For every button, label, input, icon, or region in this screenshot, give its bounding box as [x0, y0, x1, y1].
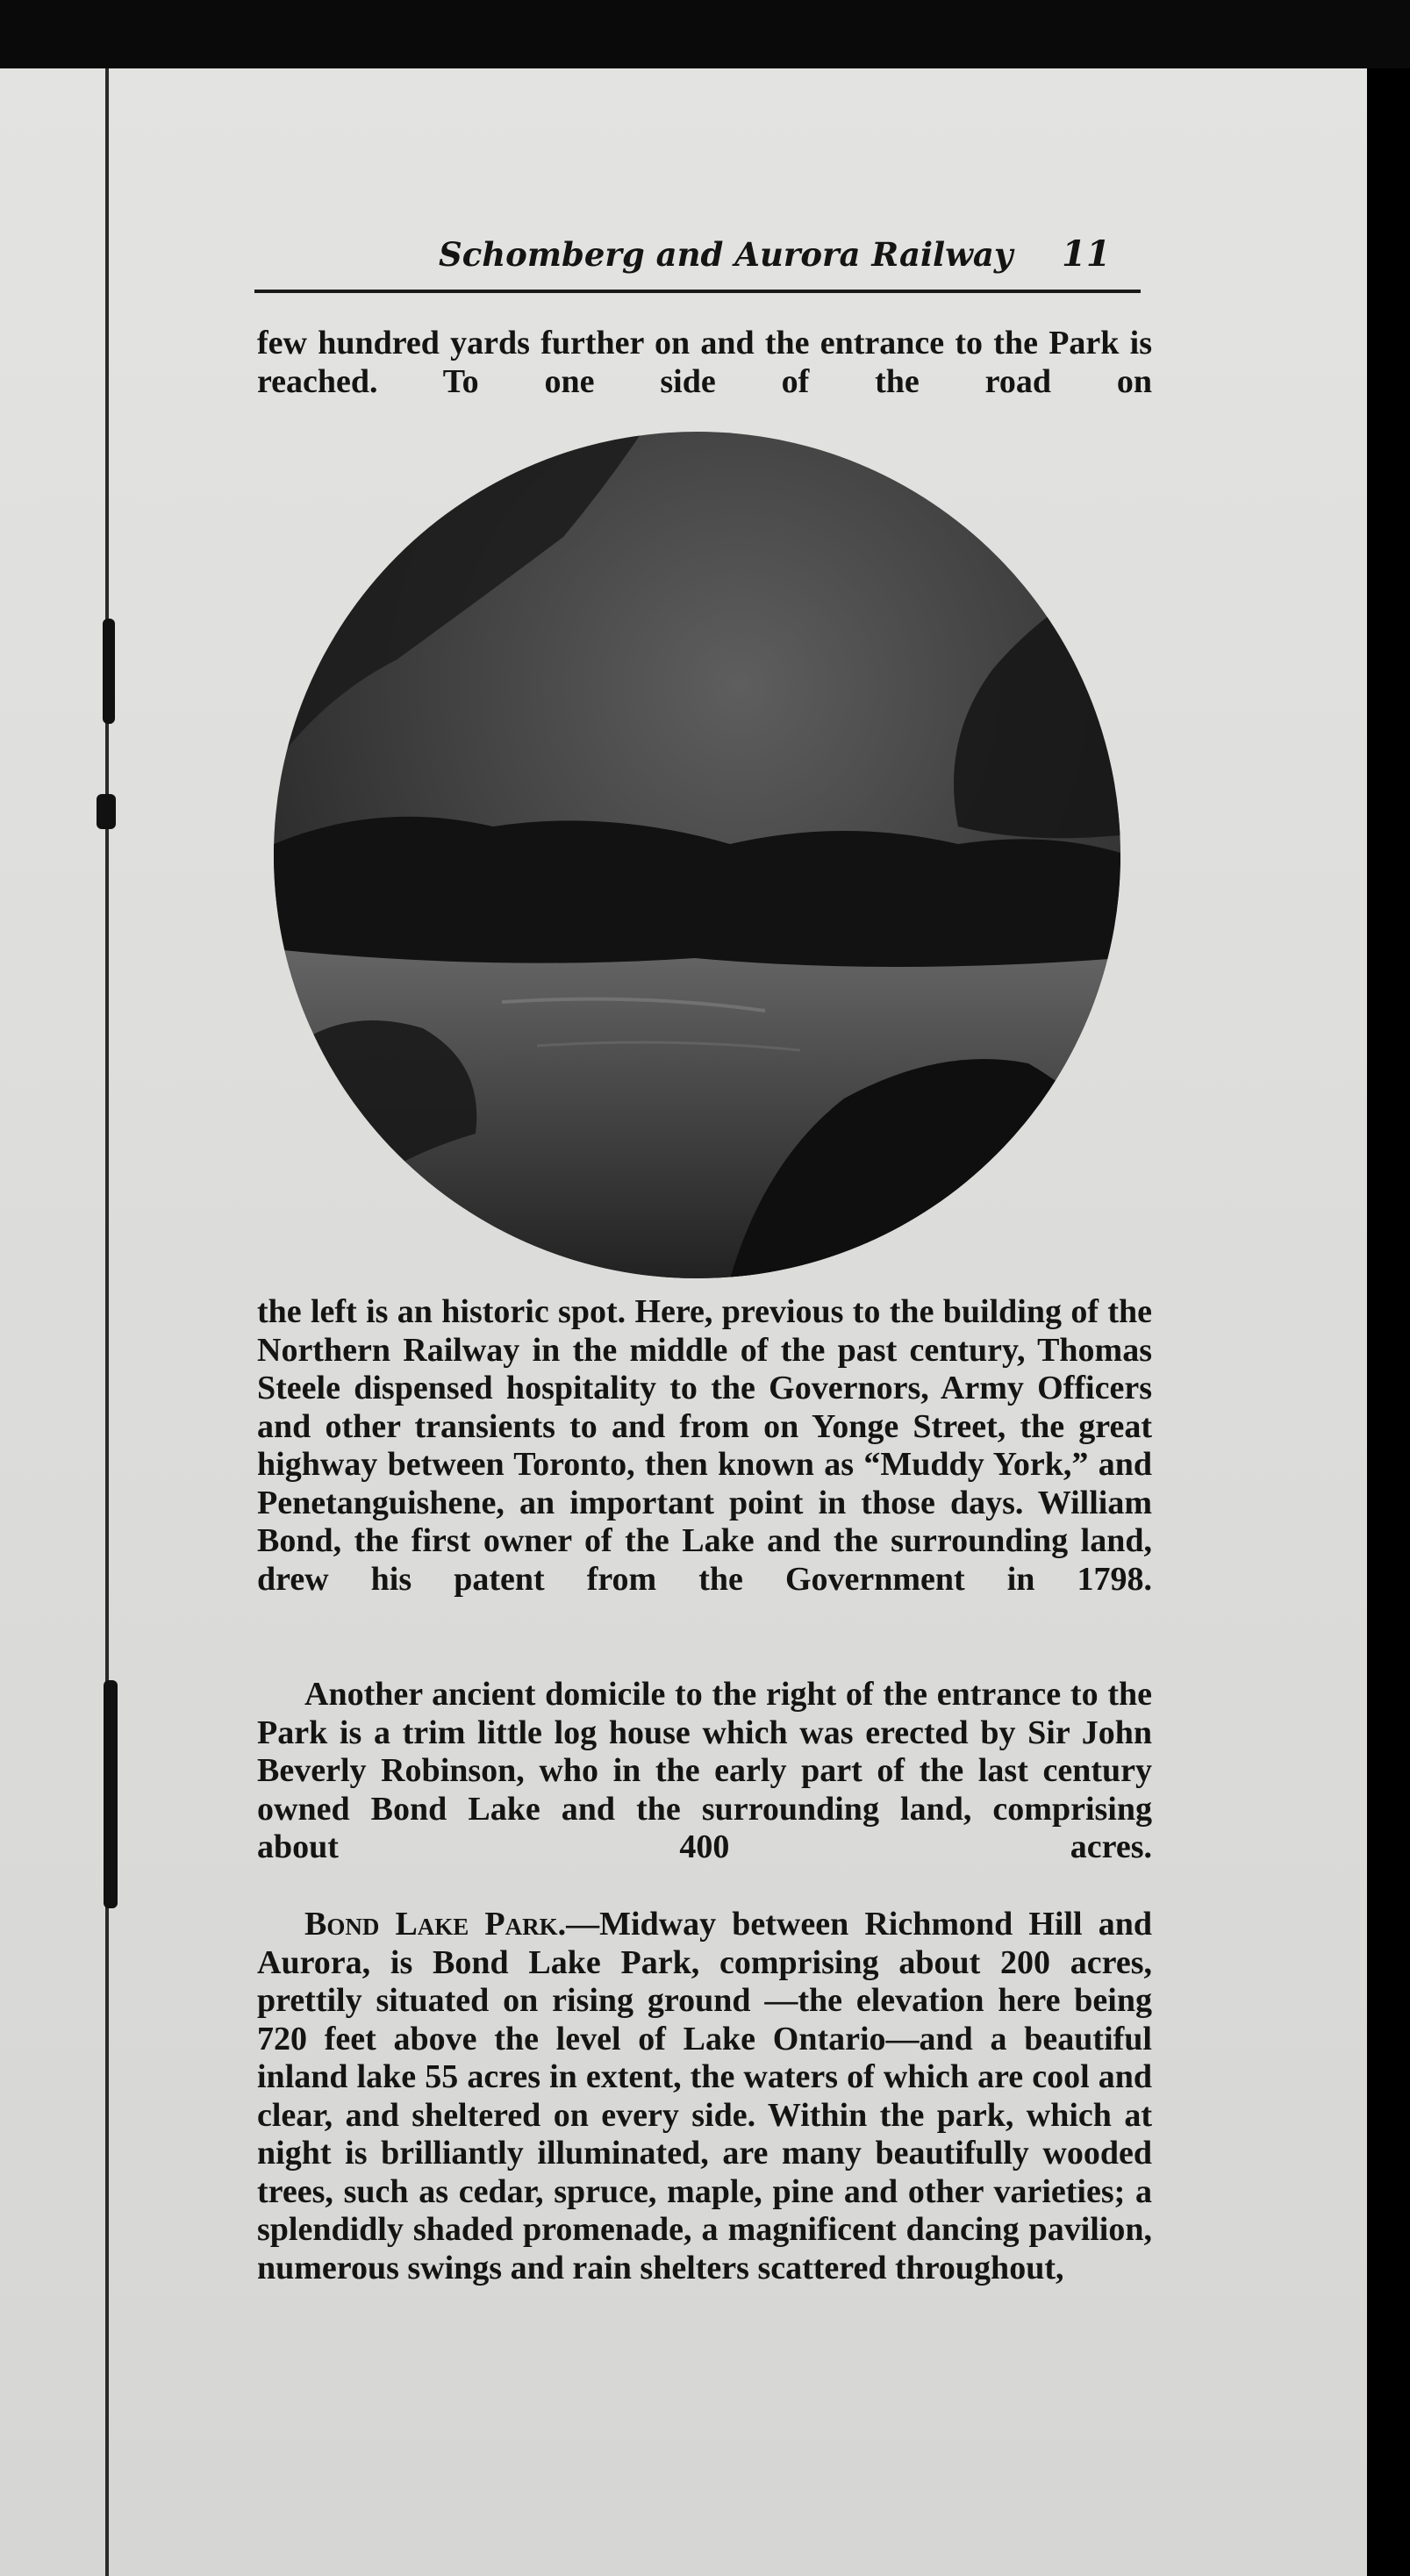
paragraph-log-house: Another ancient domicile to the right of the entrance to the Park is a trim little log house which was erected by Sir John Beverly Robinson, who in the early part of the last century owned Bond Lake and the surrounding land, comprising about 400 acres.	[257, 1676, 1152, 1865]
header-rule	[254, 290, 1141, 293]
binding-mark	[104, 1680, 118, 1908]
lake-photograph	[274, 432, 1120, 1278]
section-heading-bond-lake-park: Bond Lake Park.	[304, 1906, 567, 1943]
paragraph-historic-spot: the left is an historic spot. Here, previous to the building of the Northern Railway in the middle of the past century, Thomas Steele dispensed hospitality to the Governors, Army Officers and other transients to and from on Yonge Street, the great highway between Toronto, then known as “Muddy York,” and Penetanguishene, an important point in those days. William Bond, the first owner of the Lake and the surrounding land, drew his patent from the Government in 1798.	[257, 1293, 1152, 1598]
running-title: Schomberg and Aurora Railway	[439, 235, 1013, 274]
binding-edge	[105, 68, 109, 2576]
binding-mark	[103, 619, 115, 724]
scan-right-border	[1367, 68, 1410, 2576]
binding-mark	[97, 794, 116, 829]
paragraph-bond-lake-park	[257, 1906, 1152, 2287]
bond-lake-park-text: —Midway between Richmond Hill and Aurora, is Bond Lake Park, comprising about 200 acres, prettily situated on rising ground —the elevation here being 720 feet above the level of Lake Ontario—and a beautiful inland lake 55 acres in extent, the waters of which are cool and clear, and sheltered on every side. Within the park, which at night is brilliantly illuminated, are many beautifully wooded trees, such as cedar, spruce, maple, pine and other varieties; a splendidly shaded promenade, a magnificent dancing pavilion, numerous swings and rain shelters scattered throughout,	[257, 1906, 1152, 2286]
page-header	[254, 235, 1141, 288]
page-number: 11	[1062, 233, 1111, 275]
intro-paragraph: few hundred yards further on and the entrance to the Park is reached. To one side of the road on	[257, 325, 1152, 400]
lake-photo-image	[274, 432, 1120, 1278]
